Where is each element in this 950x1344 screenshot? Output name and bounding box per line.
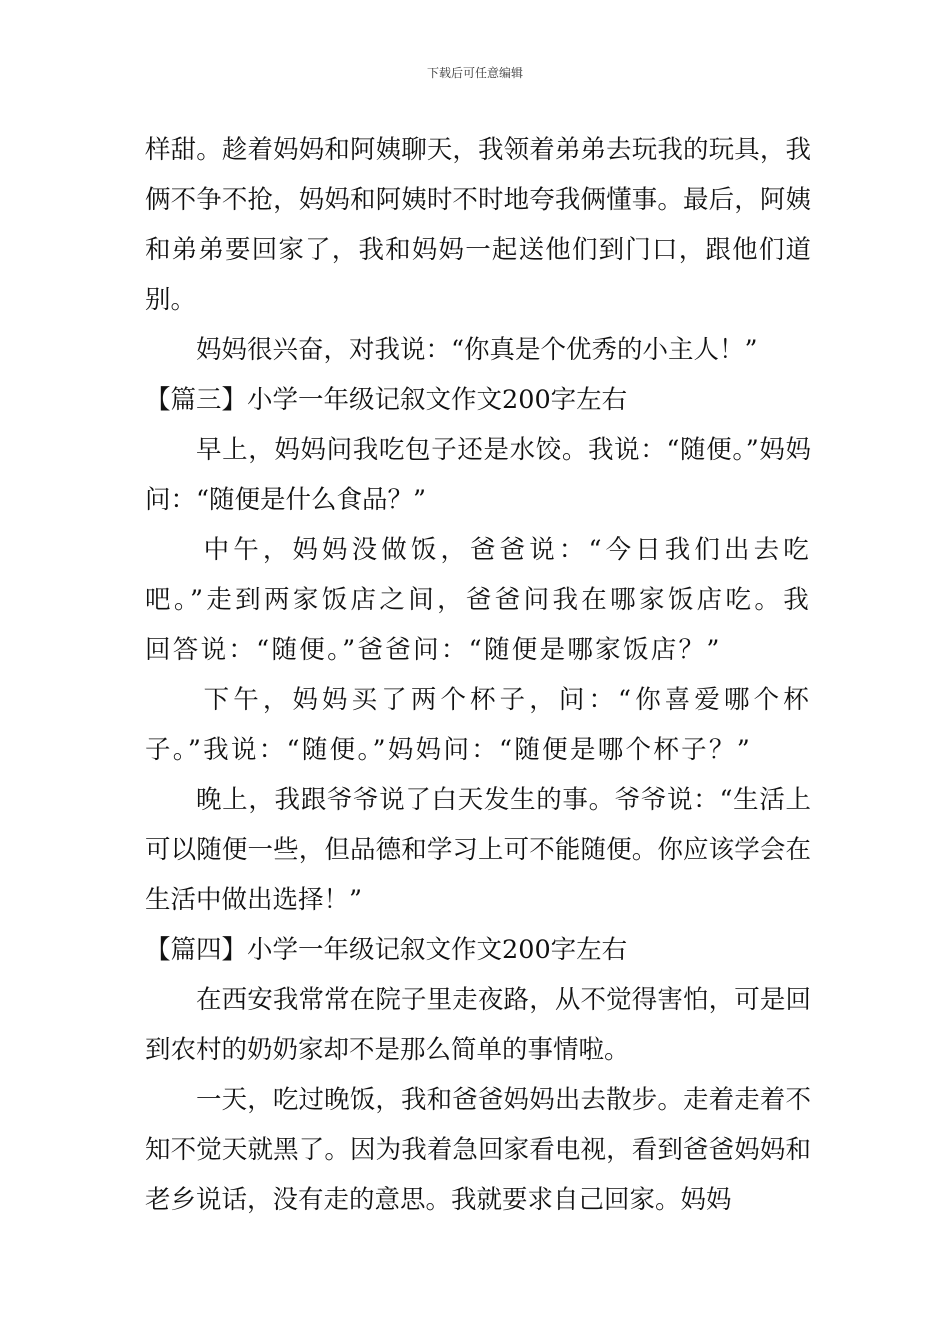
paragraph: 晚上，我跟爷爷说了白天发生的事。爷爷说：“生活上可以随便一些，但品德和学习上可不能随便。你应该学会在生活中做出选择！” <box>145 785 811 915</box>
section-heading-4: 【篇四】小学一年级记叙文作文200字左右 <box>145 935 628 965</box>
paragraph-continued: 样甜。趁着妈妈和阿姨聊天，我领着弟弟去玩我的玩具，我俩不争不抢，妈妈和阿姨时不时地夸我俩懂事。最后，阿姨和弟弟要回家了，我和妈妈一起送他们到门口，跟他们道别。 <box>145 135 811 315</box>
section-heading-3: 【篇三】小学一年级记叙文作文200字左右 <box>145 385 628 415</box>
paragraph: 在西安我常常在院子里走夜路，从不觉得害怕，可是回到农村的奶奶家却不是那么简单的事情啦。 <box>145 985 811 1065</box>
paragraph: 中午，妈妈没做饭，爸爸说：“今日我们出去吃吧。”走到两家饭店之间，爸爸问我在哪家饭店吃。我回答说：“随便。”爸爸问：“随便是哪家饭店？” <box>145 535 811 665</box>
paragraph: 早上，妈妈问我吃包子还是水饺。我说：“随便。”妈妈问：“随便是什么食品？” <box>145 435 811 515</box>
paragraph: 一天，吃过晚饭，我和爸爸妈妈出去散步。走着走着不知不觉天就黑了。因为我着急回家看电视，看到爸爸妈妈和老乡说话，没有走的意思。我就要求自己回家。妈妈 <box>145 1085 811 1215</box>
page-header: 下载后可任意编辑 <box>426 66 523 80</box>
paragraph: 妈妈很兴奋，对我说：“你真是个优秀的小主人！” <box>196 335 758 365</box>
document-body <box>145 125 811 1225</box>
paragraph: 下午，妈妈买了两个杯子，问：“你喜爱哪个杯子。”我说：“随便。”妈妈问：“随便是哪个杯子？” <box>145 685 811 765</box>
